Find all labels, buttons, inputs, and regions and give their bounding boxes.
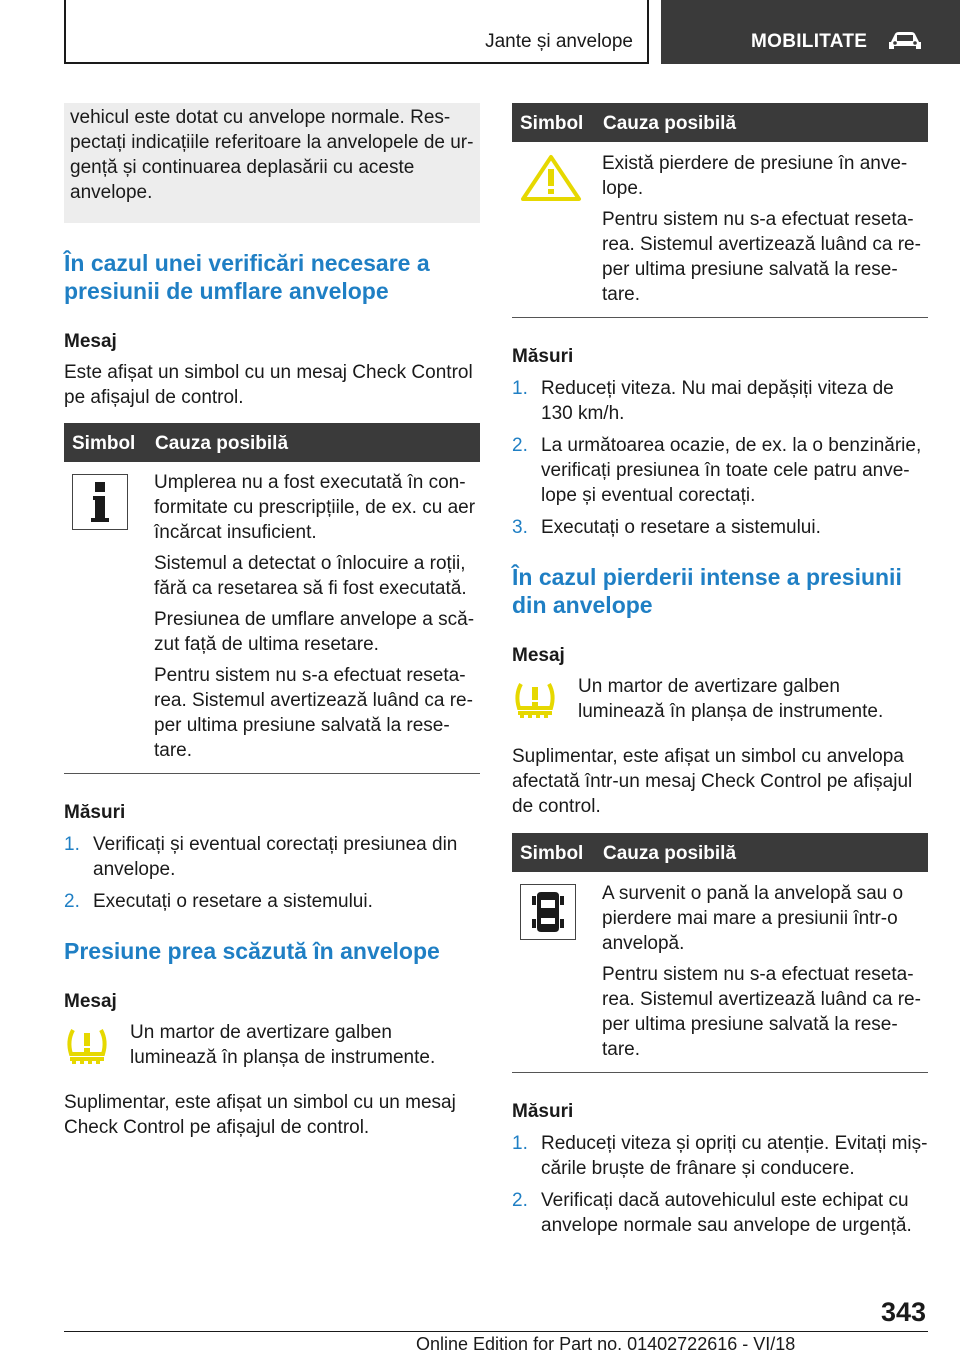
masuri-label: Măsuri bbox=[512, 1101, 574, 1122]
lamp-text: Un martor de avertizare galben luminează în planșa de instrumente. bbox=[130, 1022, 436, 1068]
cause-text: A survenit o pană la anvelopă sau o pierdere mai mare a presiunii într-o anvelopă. bbox=[602, 883, 904, 954]
header-section-title: Jante și anvelope bbox=[485, 31, 633, 52]
cause-text: Pentru sistem nu s-a efectuat reseta-rea. Sistemul avertizează luând ca re-per ultima presiune salvată la rese-tare. bbox=[154, 665, 473, 761]
note-text: vehicul este dotat cu anvelope normale. Res-pectați indicațiile referitoare la anvelopele de ur-gență și continuarea deplasării cu aceste anvelope. bbox=[70, 107, 474, 203]
right-column bbox=[512, 103, 928, 1245]
steps-list bbox=[512, 376, 928, 540]
footer-divider bbox=[864, 1331, 928, 1332]
steps-list bbox=[64, 832, 480, 914]
page-number: 343 bbox=[881, 1297, 927, 1327]
masuri-label: Măsuri bbox=[512, 346, 574, 367]
col-simbol: Simbol bbox=[520, 113, 584, 134]
warning-lamp-row bbox=[512, 674, 928, 734]
warning-triangle-icon bbox=[520, 154, 582, 209]
header-chapter-title: MOBILITATE bbox=[751, 31, 868, 52]
symbol-table-row bbox=[64, 462, 480, 774]
warning-lamp-row bbox=[64, 1020, 480, 1080]
list-item: 2. Verificați dacă autovehiculul este echipat cu anvelope normale sau anvelope de urgență. bbox=[512, 1190, 912, 1236]
col-simbol: Simbol bbox=[72, 433, 136, 454]
col-cauza: Cauza posibilă bbox=[603, 113, 737, 134]
heading-intense-loss: În cazul pierderii intense a presiunii din anvelope bbox=[512, 564, 902, 618]
left-column bbox=[64, 103, 480, 1140]
header-section-tab bbox=[64, 0, 649, 64]
list-item: 2. Executați o resetare a sistemului. bbox=[64, 891, 373, 912]
car-tire-position-icon bbox=[520, 884, 576, 947]
masuri-label: Măsuri bbox=[64, 802, 126, 823]
heading-check-pressure: În cazul unei verificări necesare a presiunii de umflare anvelope bbox=[64, 250, 430, 304]
cause-text: Sistemul a detectat o înlocuire a roții, fără ca resetarea să fi fost executată. bbox=[154, 553, 467, 599]
header-chapter-tab bbox=[661, 0, 960, 64]
info-icon bbox=[72, 474, 128, 537]
symbol-table-header bbox=[512, 103, 928, 142]
supl-text: Suplimentar, este afișat un simbol cu un mesaj Check Control pe afișajul de control. bbox=[64, 1092, 456, 1138]
list-item: 1. Verificați și eventual corectați presiunea din anvelope. bbox=[64, 834, 458, 880]
mesaj-label: Mesaj bbox=[512, 645, 565, 666]
list-item: 3. Executați o resetare a sistemului. bbox=[512, 517, 821, 538]
col-simbol: Simbol bbox=[520, 843, 584, 864]
tire-pressure-warning-icon bbox=[512, 680, 558, 729]
cause-text: Pentru sistem nu s-a efectuat reseta-rea. Sistemul avertizează luând ca re-per ultima presiune salvată la rese-tare. bbox=[602, 964, 921, 1060]
car-icon bbox=[885, 30, 925, 52]
supl-text: Suplimentar, este afișat un simbol cu anvelopa afectată într-un mesaj Check Control pe afișajul de control. bbox=[512, 746, 913, 817]
col-cauza: Cauza posibilă bbox=[603, 843, 737, 864]
footer-edition: Online Edition for Part no. 01402722616 - VI/18 bbox=[416, 1334, 796, 1354]
cause-text: Pentru sistem nu s-a efectuat reseta-rea. Sistemul avertizează luând ca re-per ultima presiune salvată la rese-tare. bbox=[602, 209, 921, 305]
heading-low-pressure: Presiune prea scăzută în anvelope bbox=[64, 938, 440, 964]
mesaj-label: Mesaj bbox=[64, 331, 117, 352]
symbol-table-header bbox=[64, 423, 480, 462]
cause-text: Presiunea de umflare anvelope a scă-zut față de ultima resetare. bbox=[154, 609, 475, 655]
list-item: 1. Reduceți viteza și opriți cu atenție. Evitați miș-cările bruște de frânare și conducere. bbox=[512, 1133, 928, 1179]
tire-pressure-warning-icon bbox=[64, 1026, 110, 1075]
col-cauza: Cauza posibilă bbox=[155, 433, 289, 454]
symbol-table-row bbox=[512, 142, 928, 318]
cause-text: Există pierdere de presiune în anve-lope. bbox=[602, 153, 908, 199]
mesaj-text: Este afișat un simbol cu un mesaj Check Control pe afișajul de control. bbox=[64, 362, 473, 408]
cause-text: Umplerea nu a fost executată în con-formitate cu prescripțiile, de ex. cu aer încărcat insuficient. bbox=[154, 472, 476, 543]
lamp-text: Un martor de avertizare galben luminează în planșa de instrumente. bbox=[578, 676, 884, 722]
list-item: 1. Reduceți viteza. Nu mai depășiți viteza de 130 km/h. bbox=[512, 378, 894, 424]
symbol-table-header bbox=[512, 833, 928, 872]
mesaj-label: Mesaj bbox=[64, 991, 117, 1012]
note-box bbox=[64, 103, 480, 223]
list-item: 2. La următoarea ocazie, de ex. la o benzinărie, verificați presiunea în toate cele patru anve-lope și eventual corectați. bbox=[512, 435, 922, 506]
symbol-table-row bbox=[512, 872, 928, 1073]
steps-list bbox=[512, 1131, 928, 1238]
